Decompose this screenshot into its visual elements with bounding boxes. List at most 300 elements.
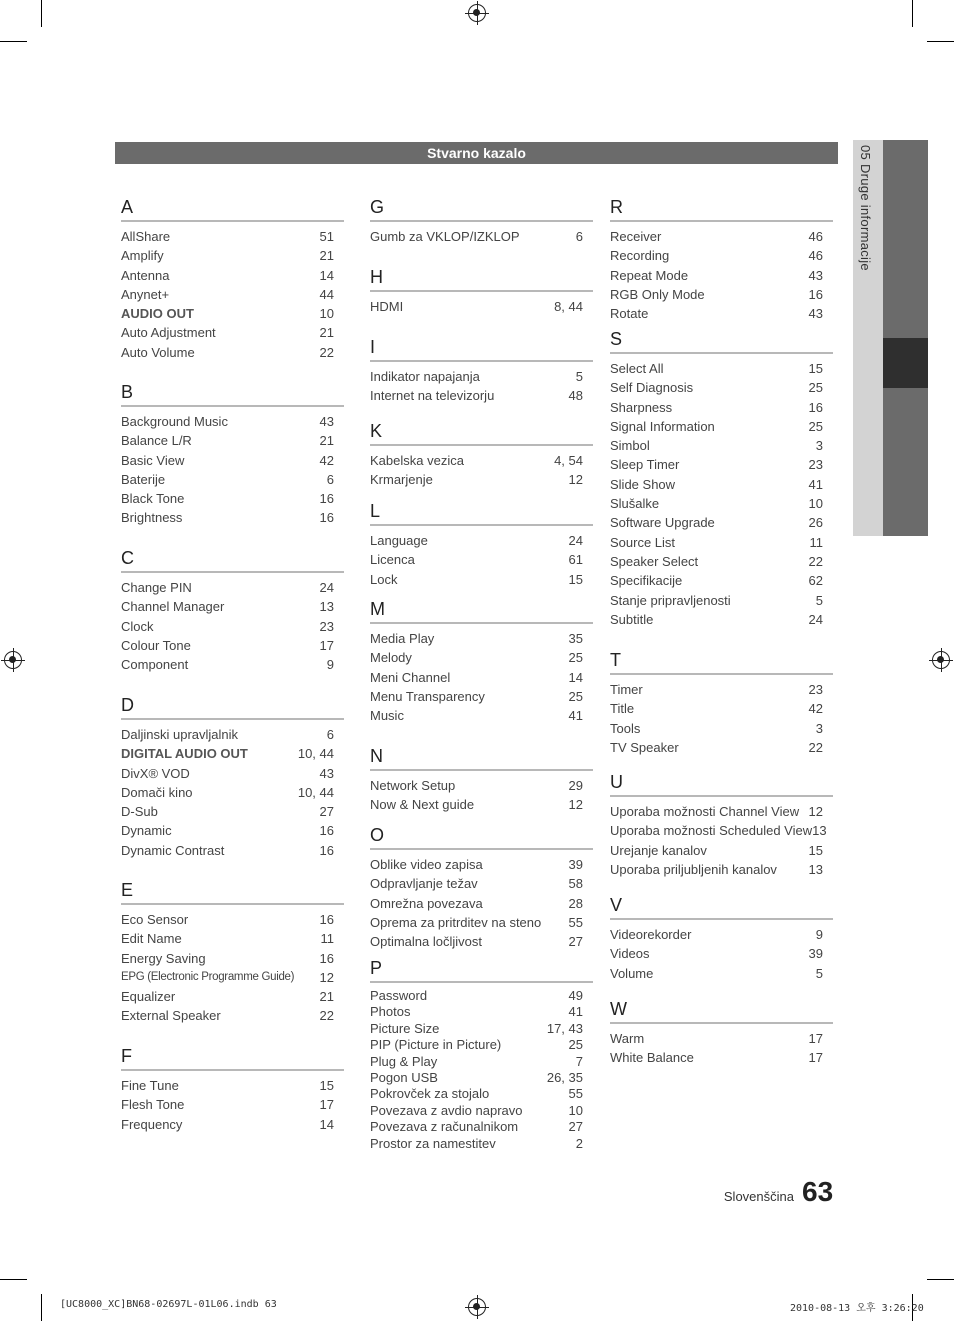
index-entry xyxy=(610,359,833,378)
index-entry xyxy=(121,246,344,265)
entry-term: Network Setup xyxy=(370,778,456,793)
section-divider xyxy=(610,1022,833,1024)
index-entry xyxy=(370,470,593,489)
index-entry xyxy=(370,1004,593,1020)
index-entry xyxy=(370,451,593,470)
entry-term: Uporaba možnosti Scheduled View xyxy=(610,823,813,839)
index-entry xyxy=(121,266,344,285)
entry-page: 51 xyxy=(319,229,334,244)
index-entry xyxy=(121,597,344,616)
footer-language: Slovenščina xyxy=(723,1189,794,1204)
index-entry xyxy=(610,227,833,246)
index-entry xyxy=(121,821,344,840)
crop-mark xyxy=(912,0,913,27)
section-letter: S xyxy=(610,329,623,349)
entry-page: 14 xyxy=(568,669,583,685)
section-divider xyxy=(121,220,344,222)
entry-page: 23 xyxy=(319,618,334,634)
section-divider xyxy=(121,405,344,407)
chapter-tab-band xyxy=(883,388,928,536)
index-entry xyxy=(121,841,344,860)
index-entry xyxy=(370,1021,593,1037)
entry-term: Lock xyxy=(370,571,398,587)
entry-page: 27 xyxy=(568,1119,583,1135)
index-section xyxy=(370,745,593,815)
section-letter: V xyxy=(610,895,623,915)
index-entry xyxy=(370,570,593,589)
index-entry xyxy=(370,386,593,405)
index-section xyxy=(121,381,344,528)
index-section xyxy=(610,649,833,757)
section-letter: U xyxy=(610,772,623,792)
entry-term: Anynet+ xyxy=(121,286,170,302)
section-divider xyxy=(610,220,833,222)
index-section xyxy=(370,420,593,490)
index-entry xyxy=(370,795,593,814)
entry-page: 16 xyxy=(808,286,823,302)
entry-term: Rotate xyxy=(610,306,649,322)
entry-page: 16 xyxy=(319,912,334,927)
entry-page: 6 xyxy=(575,229,583,244)
section-divider xyxy=(370,444,593,446)
entry-term: Urejanje kanalov xyxy=(610,842,707,858)
entry-page: 43 xyxy=(808,267,823,283)
entry-term: Tools xyxy=(610,720,641,736)
entry-term: Domači kino xyxy=(121,784,193,800)
entry-term: Recording xyxy=(610,248,670,264)
index-section xyxy=(370,196,593,246)
entry-term: Media Play xyxy=(370,631,435,646)
entry-term: Plug & Play xyxy=(370,1053,438,1069)
entry-term: Baterije xyxy=(121,471,166,487)
entry-page: 25 xyxy=(568,1037,583,1053)
index-entry xyxy=(610,417,833,436)
entry-page: 8, 44 xyxy=(554,299,583,314)
entry-term: Auto Adjustment xyxy=(121,325,216,341)
entry-term: Kabelska vezica xyxy=(370,453,464,468)
index-entry xyxy=(121,1115,344,1134)
entry-term: Internet na televizorju xyxy=(370,388,495,404)
entry-page: 10 xyxy=(568,1102,583,1118)
entry-term: Antenna xyxy=(121,267,170,283)
print-slug-file: [UC8000_XC]BN68-02697L-01L06.indb 63 xyxy=(60,1299,277,1310)
registration-mark-icon xyxy=(4,651,22,669)
entry-term: Receiver xyxy=(610,229,662,244)
section-letter: C xyxy=(121,548,134,568)
section-letter: R xyxy=(610,197,623,217)
index-entry xyxy=(370,706,593,725)
index-section xyxy=(121,1045,344,1134)
entry-page: 41 xyxy=(568,708,583,724)
index-entry xyxy=(121,1095,344,1114)
entry-term: Uporaba možnosti Channel View xyxy=(610,804,800,819)
entry-term: Flesh Tone xyxy=(121,1097,185,1113)
entry-page: 39 xyxy=(808,946,823,962)
entry-page: 10, 44 xyxy=(297,784,334,800)
entry-term: Licenca xyxy=(370,552,415,568)
entry-term: Brightness xyxy=(121,510,183,526)
entry-page: 17, 43 xyxy=(546,1020,583,1036)
index-section xyxy=(370,824,593,951)
entry-page: 5 xyxy=(815,592,823,608)
index-entry xyxy=(121,1006,344,1025)
print-slug-datetime: 2010-08-13 오후 3:26:20 xyxy=(790,1303,924,1314)
index-entry xyxy=(610,571,833,590)
entry-page: 29 xyxy=(568,778,583,793)
entry-term: Basic View xyxy=(121,452,185,468)
entry-term: Eco Sensor xyxy=(121,912,189,927)
entry-page: 43 xyxy=(319,414,334,429)
index-entry xyxy=(121,343,344,362)
entry-term: EPG (Electronic Programme Guide) xyxy=(121,970,295,983)
index-entry xyxy=(121,470,344,489)
entry-term: Select All xyxy=(610,361,664,376)
entry-term: Slide Show xyxy=(610,476,676,492)
entry-term: Source List xyxy=(610,534,676,550)
index-entry xyxy=(610,944,833,963)
entry-term: Indikator napajanja xyxy=(370,369,480,384)
entry-page: 46 xyxy=(808,229,823,244)
index-entry xyxy=(370,894,593,913)
entry-term: Balance L/R xyxy=(121,433,192,449)
page-number: 63 xyxy=(802,1176,834,1207)
index-entry xyxy=(121,968,344,987)
entry-page: 17 xyxy=(319,1097,334,1113)
entry-term: Channel Manager xyxy=(121,599,225,615)
index-section xyxy=(121,547,344,674)
section-letter: H xyxy=(370,267,383,287)
index-entry xyxy=(121,636,344,655)
index-section xyxy=(121,694,344,860)
index-entry xyxy=(610,719,833,738)
entry-page: 12 xyxy=(319,969,334,985)
index-entry xyxy=(121,783,344,802)
index-entry xyxy=(370,1103,593,1119)
index-entry xyxy=(610,304,833,323)
section-letter: E xyxy=(121,880,134,900)
entry-page: 3 xyxy=(815,720,823,736)
entry-page: 15 xyxy=(568,571,583,587)
index-section xyxy=(370,598,593,725)
entry-term: Oprema za pritrditev na steno xyxy=(370,914,542,930)
crop-mark xyxy=(41,0,42,27)
section-divider xyxy=(370,622,593,624)
section-letter: O xyxy=(370,825,385,845)
index-entry xyxy=(370,988,593,1004)
index-entry xyxy=(121,578,344,597)
chapter-tab-band xyxy=(883,140,928,338)
entry-page: 27 xyxy=(568,934,583,950)
index-entry xyxy=(610,699,833,718)
entry-term: Prostor za namestitev xyxy=(370,1135,496,1151)
page-title: Stvarno kazalo xyxy=(115,142,838,164)
index-entry xyxy=(121,910,344,929)
entry-term: Auto Volume xyxy=(121,344,195,360)
index-entry xyxy=(610,455,833,474)
index-entry xyxy=(121,431,344,450)
entry-term: Speaker Select xyxy=(610,553,699,569)
entry-page: 28 xyxy=(568,895,583,911)
entry-term: Gumb za VKLOP/IZKLOP xyxy=(370,229,520,244)
entry-page: 55 xyxy=(568,1086,583,1102)
entry-term: Black Tone xyxy=(121,491,185,507)
index-entry xyxy=(121,949,344,968)
index-entry xyxy=(121,802,344,821)
entry-page: 58 xyxy=(568,876,583,892)
crop-mark xyxy=(927,41,954,42)
section-divider xyxy=(121,903,344,905)
entry-page: 42 xyxy=(319,452,334,468)
index-entry xyxy=(370,227,593,246)
entry-term: Specifikacije xyxy=(610,573,683,589)
entry-page: 5 xyxy=(575,369,583,384)
index-entry xyxy=(121,451,344,470)
section-letter: W xyxy=(610,999,627,1019)
entry-page: 22 xyxy=(319,1008,334,1024)
index-entry xyxy=(370,297,593,316)
entry-term: Component xyxy=(121,657,189,673)
entry-page: 41 xyxy=(808,476,823,492)
crop-mark xyxy=(927,1279,954,1280)
section-divider xyxy=(370,981,593,983)
section-divider xyxy=(370,769,593,771)
registration-mark-icon xyxy=(468,1298,486,1316)
entry-page: 4, 54 xyxy=(554,453,583,468)
entry-page: 42 xyxy=(808,701,823,717)
entry-term: Equalizer xyxy=(121,989,176,1005)
section-divider xyxy=(121,1069,344,1071)
entry-term: Optimalna ločljivost xyxy=(370,934,482,950)
chapter-tab-marker xyxy=(883,338,928,388)
index-entry xyxy=(121,489,344,508)
section-divider xyxy=(370,524,593,526)
entry-page: 24 xyxy=(319,580,334,595)
section-divider xyxy=(121,718,344,720)
index-entry xyxy=(610,680,833,699)
entry-term: Repeat Mode xyxy=(610,267,689,283)
entry-term: Pogon USB xyxy=(370,1069,438,1085)
index-section xyxy=(610,771,833,879)
index-entry xyxy=(610,925,833,944)
entry-term: D-Sub xyxy=(121,804,158,820)
index-entry xyxy=(610,1029,833,1048)
entry-page: 15 xyxy=(319,1078,334,1093)
entry-page: 16 xyxy=(319,510,334,526)
index-entry xyxy=(610,1048,833,1067)
index-entry xyxy=(610,266,833,285)
entry-term: Sharpness xyxy=(610,399,673,415)
entry-term: DIGITAL AUDIO OUT xyxy=(121,746,248,762)
index-entry xyxy=(610,738,833,757)
index-entry xyxy=(610,513,833,532)
entry-page: 14 xyxy=(319,267,334,283)
index-section xyxy=(121,879,344,1026)
index-entry xyxy=(610,802,833,821)
entry-term: Volume xyxy=(610,965,654,981)
entry-page: 13 xyxy=(319,599,334,615)
entry-page: 16 xyxy=(319,950,334,966)
entry-term: Odpravljanje težav xyxy=(370,876,478,892)
section-divider xyxy=(610,352,833,354)
registration-mark-icon xyxy=(932,651,950,669)
entry-term: Slušalke xyxy=(610,496,660,512)
section-divider xyxy=(370,220,593,222)
entry-term: Simbol xyxy=(610,438,650,454)
entry-term: Oblike video zapisa xyxy=(370,857,483,872)
entry-term: Now & Next guide xyxy=(370,797,475,813)
entry-term: RGB Only Mode xyxy=(610,286,705,302)
index-entry xyxy=(370,1037,593,1053)
entry-page: 9 xyxy=(326,657,334,673)
index-entry xyxy=(121,285,344,304)
entry-term: Change PIN xyxy=(121,580,192,595)
entry-term: Fine Tune xyxy=(121,1078,179,1093)
entry-page: 15 xyxy=(808,842,823,858)
entry-page: 14 xyxy=(319,1116,334,1132)
entry-page: 6 xyxy=(326,727,334,742)
index-entry xyxy=(610,533,833,552)
index-entry xyxy=(370,1070,593,1086)
section-divider xyxy=(370,848,593,850)
entry-term: Frequency xyxy=(121,1116,183,1132)
index-entry xyxy=(121,725,344,744)
entry-page: 16 xyxy=(808,399,823,415)
section-divider xyxy=(121,571,344,573)
entry-page: 25 xyxy=(568,688,583,704)
index-entry xyxy=(370,1086,593,1102)
index-entry xyxy=(370,531,593,550)
entry-page: 3 xyxy=(815,438,823,454)
index-entry xyxy=(121,744,344,763)
entry-page: 10 xyxy=(319,306,334,322)
index-entry xyxy=(370,1119,593,1135)
index-entry xyxy=(370,1136,593,1152)
entry-page: 46 xyxy=(808,248,823,264)
entry-page: 26 xyxy=(808,515,823,531)
entry-page: 12 xyxy=(808,804,823,819)
entry-term: Warm xyxy=(610,1031,645,1046)
entry-page: 23 xyxy=(808,682,823,697)
index-entry xyxy=(610,475,833,494)
index-section xyxy=(610,998,833,1068)
entry-page: 61 xyxy=(568,552,583,568)
entry-page: 55 xyxy=(568,914,583,930)
chapter-tab-label: 05 Druge informacije xyxy=(858,145,873,271)
index-entry xyxy=(370,776,593,795)
index-entry xyxy=(370,687,593,706)
section-letter: L xyxy=(370,501,381,521)
entry-term: Subtitle xyxy=(610,611,654,627)
section-letter: N xyxy=(370,746,383,766)
section-letter: F xyxy=(121,1046,132,1066)
entry-page: 12 xyxy=(568,472,583,488)
index-entry xyxy=(121,764,344,783)
entry-term: TV Speaker xyxy=(610,739,679,755)
entry-page: 12 xyxy=(568,797,583,813)
entry-page: 17 xyxy=(319,637,334,653)
entry-term: White Balance xyxy=(610,1050,694,1066)
entry-page: 24 xyxy=(808,611,823,627)
entry-page: 49 xyxy=(568,988,583,1003)
entry-page: 22 xyxy=(808,739,823,755)
entry-page: 44 xyxy=(319,286,334,302)
index-section xyxy=(370,266,593,316)
entry-term: Daljinski upravljalnik xyxy=(121,727,239,742)
entry-term: AUDIO OUT xyxy=(121,306,194,322)
registration-mark-icon xyxy=(468,4,486,22)
entry-page: 2 xyxy=(575,1135,583,1151)
index-entry xyxy=(370,629,593,648)
index-entry xyxy=(610,246,833,265)
entry-page: 22 xyxy=(319,344,334,360)
crop-mark xyxy=(41,1294,42,1321)
entry-term: Password xyxy=(370,988,428,1003)
entry-page: 17 xyxy=(808,1031,823,1046)
entry-page: 25 xyxy=(568,650,583,666)
entry-term: Omrežna povezava xyxy=(370,895,483,911)
index-entry xyxy=(610,378,833,397)
entry-term: Energy Saving xyxy=(121,950,206,966)
section-letter: P xyxy=(370,958,383,978)
index-entry xyxy=(121,227,344,246)
section-divider xyxy=(610,673,833,675)
index-entry xyxy=(370,1054,593,1070)
entry-page: 41 xyxy=(568,1004,583,1020)
entry-page: 39 xyxy=(568,857,583,872)
index-entry xyxy=(121,508,344,527)
entry-page: 27 xyxy=(319,804,334,820)
index-section xyxy=(610,196,833,323)
entry-page: 11 xyxy=(320,931,334,947)
index-entry xyxy=(370,855,593,874)
entry-page: 16 xyxy=(319,491,334,507)
index-entry xyxy=(121,929,344,948)
entry-page: 24 xyxy=(568,533,583,548)
entry-page: 43 xyxy=(808,306,823,322)
entry-page: 11 xyxy=(809,534,823,550)
index-entry xyxy=(121,304,344,323)
index-entry xyxy=(370,932,593,951)
entry-term: Videorekorder xyxy=(610,927,692,942)
section-divider xyxy=(610,795,833,797)
index-entry xyxy=(370,550,593,569)
index-entry xyxy=(610,821,833,840)
entry-page: 5 xyxy=(815,965,823,981)
crop-mark xyxy=(0,1279,27,1280)
index-section xyxy=(610,328,833,629)
entry-page: 16 xyxy=(319,823,334,839)
entry-term: AllShare xyxy=(121,229,171,244)
entry-term: Uporaba priljubljenih kanalov xyxy=(610,861,777,877)
entry-term: Stanje pripravljenosti xyxy=(610,592,731,608)
entry-page: 16 xyxy=(319,842,334,858)
entry-term: Pokrovček za stojalo xyxy=(370,1086,490,1102)
index-section xyxy=(370,336,593,406)
entry-page: 6 xyxy=(326,471,334,487)
entry-term: Sleep Timer xyxy=(610,457,680,473)
entry-page: 62 xyxy=(808,573,823,589)
entry-term: Edit Name xyxy=(121,931,182,947)
entry-term: Title xyxy=(610,701,635,717)
entry-page: 48 xyxy=(568,388,583,404)
index-entry xyxy=(121,617,344,636)
entry-term: Timer xyxy=(610,682,643,697)
entry-page: 21 xyxy=(319,989,334,1005)
section-divider xyxy=(370,360,593,362)
index-entry xyxy=(121,655,344,674)
entry-term: Povezava z računalnikom xyxy=(370,1119,519,1135)
index-entry xyxy=(610,860,833,879)
